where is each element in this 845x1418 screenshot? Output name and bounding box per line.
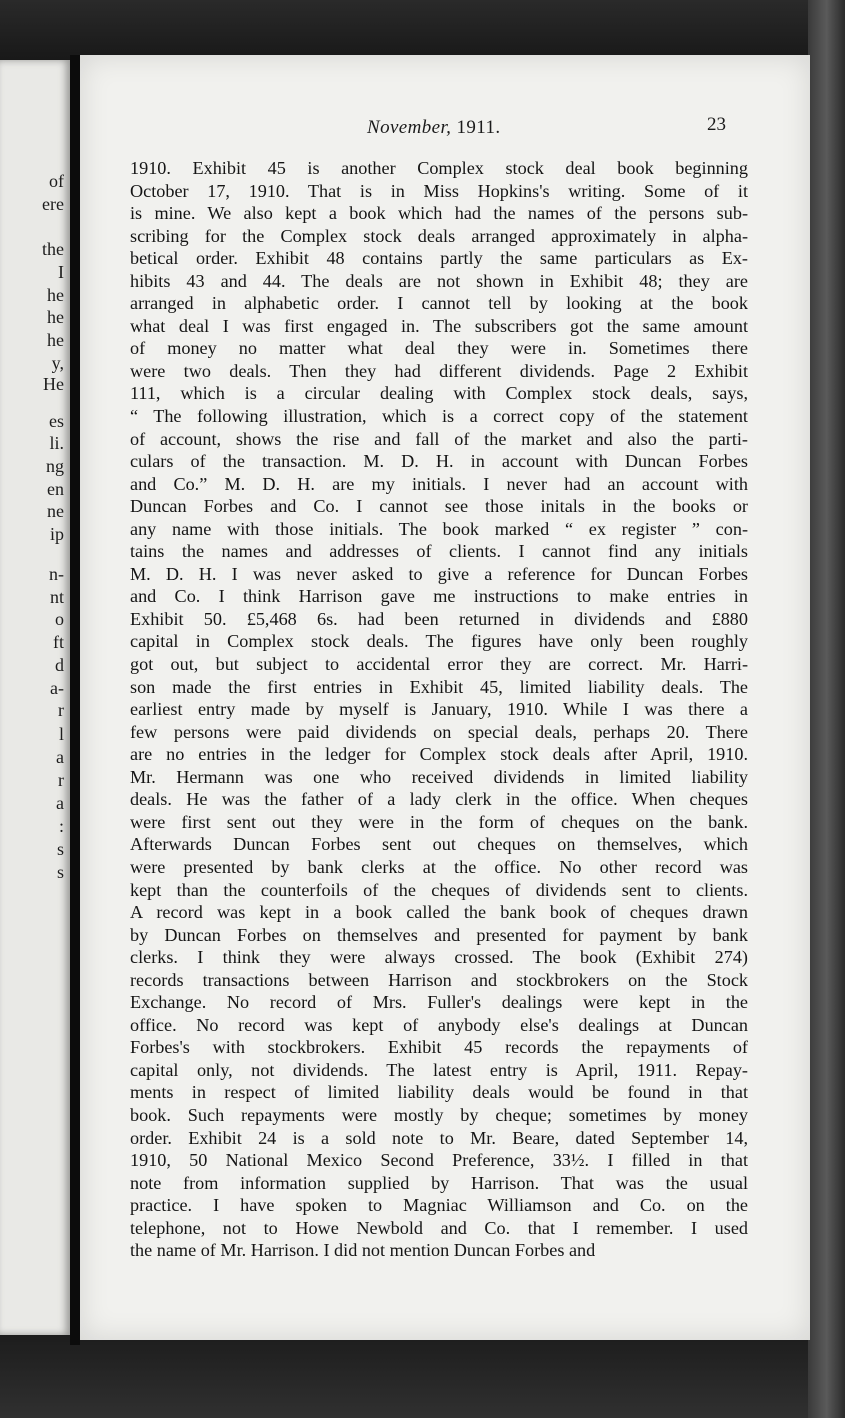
facing-page-fragment: s: [56, 839, 64, 859]
header-month: November,: [367, 117, 452, 138]
text-line: few persons were paid dividends on special deals, perhaps 20. There: [130, 721, 748, 742]
page-number: 23: [707, 114, 726, 135]
text-line: 1910. Exhibit 45 is another Complex stock deal book beginning: [130, 158, 748, 178]
facing-page-fragment: r: [58, 700, 64, 720]
text-line: records transactions between Harrison and stockbrokers on the Stock: [130, 969, 748, 990]
scan-right-edge: [808, 0, 845, 1418]
running-title: [367, 117, 501, 139]
text-line: Forbes's with stockbrokers. Exhibit 45 records the repayments of: [130, 1037, 748, 1058]
facing-page-fragment: he: [47, 307, 64, 327]
text-line: culars of the transaction. M. D. H. in account with Duncan Forbes: [130, 451, 748, 472]
text-line: office. No record was kept of anybody else's dealings at Duncan: [130, 1014, 748, 1035]
text-line: kept than the counterfoils of the cheques of dividends sent to clients.: [130, 879, 748, 900]
text-line: clerks. I think they were always crossed. The book (Exhibit 274): [130, 947, 748, 968]
text-line: Exchange. No record of Mrs. Fuller's dealings were kept in the: [130, 992, 748, 1013]
text-line: note from information supplied by Harrison. That was the usual: [130, 1172, 748, 1193]
facing-page-fragment: n-: [49, 564, 64, 584]
facing-page-fragment: ip: [49, 524, 64, 544]
facing-page-fragment: ft: [53, 632, 64, 652]
text-line: Duncan Forbes and Co. I cannot see those initals in the books or: [130, 496, 748, 517]
facing-page-fragment: l: [58, 724, 64, 744]
facing-page-fragment: en: [47, 479, 64, 499]
text-line: were first sent out they were in the form of cheques on the bank.: [130, 811, 748, 832]
text-line: deals. He was the father of a lady clerk in the office. When cheques: [130, 789, 748, 810]
book-gutter: [70, 55, 80, 1345]
text-line: any name with those initials. The book marked “ ex register ” con-: [130, 518, 748, 539]
facing-page-fragment: a: [56, 793, 64, 813]
text-line: scribing for the Complex stock deals arranged approximately in alpha-: [130, 225, 748, 246]
text-line: were two deals. Then they had different dividends. Page 2 Exhibit: [130, 360, 748, 381]
text-line: hibits 43 and 44. The deals are not shown in Exhibit 48; they are: [130, 270, 748, 291]
facing-page-fragment: ere: [42, 194, 64, 214]
text-line: tains the names and addresses of clients. I cannot find any initials: [130, 541, 748, 562]
text-line: book. Such repayments were mostly by cheque; sometimes by money: [130, 1104, 748, 1125]
facing-page-fragment: I: [58, 262, 64, 282]
body-text: [130, 157, 748, 1262]
text-line: practice. I have spoken to Magniac Williamson and Co. on the: [130, 1195, 748, 1216]
text-line: telephone, not to Howe Newbold and Co. that I remember. I used: [130, 1217, 748, 1238]
text-line: M. D. H. I was never asked to give a reference for Duncan Forbes: [130, 563, 748, 584]
facing-page-fragment: d: [55, 655, 64, 675]
text-line: 111, which is a circular dealing with Complex stock deals, says,: [130, 383, 748, 404]
text-line: of money no matter what deal they were in. Sometimes there: [130, 338, 748, 359]
facing-page-fragment: y,: [51, 353, 64, 373]
text-line: is mine. We also kept a book which had the names of the persons sub-: [130, 203, 748, 224]
facing-page-fragment: of: [49, 171, 64, 191]
text-line: 1910, 50 National Mexico Second Preference, 33½. I filled in that: [130, 1150, 748, 1171]
facing-page-fragment: o: [55, 609, 64, 629]
text-line: got out, but subject to accidental error they are correct. Mr. Harri-: [130, 654, 748, 675]
text-line: earliest entry made by myself is January, 1910. While I was there a: [130, 699, 748, 720]
facing-page-fragment: :: [58, 816, 64, 836]
facing-page-fragment: ng: [46, 456, 64, 476]
facing-page-fragment: He: [43, 374, 64, 394]
text-line: ments in respect of limited liability deals would be found in that: [130, 1082, 748, 1103]
text-line: order. Exhibit 24 is a sold note to Mr. Beare, dated September 14,: [130, 1127, 748, 1148]
text-line: and Co.” M. D. H. are my initials. I never had an account with: [130, 473, 748, 494]
facing-page-fragment: nt: [49, 587, 64, 607]
text-line: “ The following illustration, which is a correct copy of the statement: [130, 406, 748, 427]
text-line: are no entries in the ledger for Complex stock deals after April, 1910.: [130, 744, 748, 765]
text-line: what deal I was first engaged in. The subscribers got the same amount: [130, 315, 748, 336]
text-line: arranged in alphabetic order. I cannot tell by looking at the book: [130, 293, 748, 314]
text-line: of account, shows the rise and fall of the market and also the parti-: [130, 428, 748, 449]
facing-page-fragment: s: [56, 862, 64, 882]
facing-page-fragment: a-: [50, 678, 64, 698]
text-line: betical order. Exhibit 48 contains partly the same particulars as Ex-: [130, 248, 748, 269]
facing-page-fragment: he: [47, 285, 64, 305]
text-line: by Duncan Forbes on themselves and presented for payment by bank: [130, 924, 748, 945]
facing-page-edge: [0, 60, 70, 1335]
running-head: [80, 114, 810, 141]
facing-page-fragment: es: [49, 411, 64, 431]
text-line: Afterwards Duncan Forbes sent out cheques on themselves, which: [130, 834, 748, 855]
text-line: October 17, 1910. That is in Miss Hopkins's writing. Some of it: [130, 180, 748, 201]
text-line: Mr. Hermann was one who received dividends in limited liability: [130, 766, 748, 787]
text-line: son made the first entries in Exhibit 45, limited liability deals. The: [130, 676, 748, 697]
facing-page-fragment: he: [47, 330, 64, 350]
text-line: and Co. I think Harrison gave me instructions to make entries in: [130, 586, 748, 607]
facing-page-fragment: the: [42, 239, 64, 259]
facing-page-fragment: ne: [47, 501, 64, 521]
facing-page-fragment: a: [56, 747, 64, 767]
text-line: the name of Mr. Harrison. I did not mention Duncan Forbes and: [130, 1240, 596, 1261]
facing-page-fragment: li.: [49, 433, 64, 453]
document-page: [80, 55, 810, 1340]
text-line: A record was kept in a book called the bank book of cheques drawn: [130, 902, 748, 923]
text-line: capital in Complex stock deals. The figures have only been roughly: [130, 631, 748, 652]
text-line: were presented by bank clerks at the office. No other record was: [130, 856, 748, 877]
facing-page-fragment: r: [58, 770, 64, 790]
text-line: capital only, not dividends. The latest entry is April, 1911. Repay-: [130, 1059, 748, 1080]
text-line: Exhibit 50. £5,468 6s. had been returned in dividends and £880: [130, 608, 748, 629]
header-year: 1911.: [456, 117, 501, 138]
